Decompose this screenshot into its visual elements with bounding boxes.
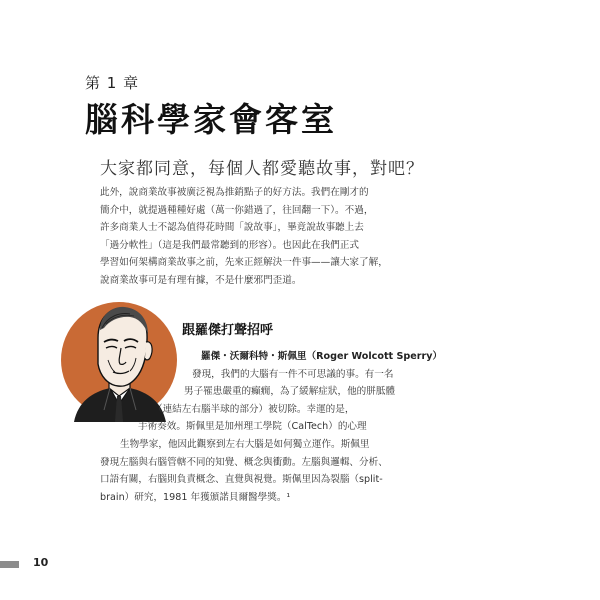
bio-name-line: 羅傑・沃爾科特・斯佩里（Roger Wolcott Sperry） — [201, 351, 443, 362]
sidebar-heading: 跟羅傑打聲招呼 — [182, 323, 274, 338]
bio-line-1: 發現，我們的大腦有一件不可思議的事。有一名 — [192, 368, 394, 380]
intro-line-3: 許多商業人士不認為值得花時間「說故事」，畢竟說故事聽上去 — [100, 222, 364, 233]
page-number: 10 — [33, 556, 49, 569]
bio-line-6: 發現左腦與右腦管轄不同的知覺、概念與衝動。左腦與邏輯、分析、 — [100, 456, 388, 468]
bio-line-5: 生物學家，他因此觀察到左右大腦是如何獨立運作。斯佩里 — [120, 439, 370, 450]
bio-line-7: 口語有關，右腦則負責概念、直覺與視覺。斯佩里因為裂腦（split- — [100, 474, 383, 486]
intro-line-6: 說商業故事可是有理有據，不是什麼邪門歪道。 — [100, 274, 302, 286]
portrait-ear — [145, 342, 152, 360]
page-bar — [0, 561, 19, 568]
intro-line-4: 「過分軟性」（這是我們最常聽到的形容）。也因此在我們正式 — [100, 239, 360, 251]
bio-line-2: 男子罹患嚴重的癲癇，為了緩解症狀，他的胼胝體 — [184, 386, 396, 398]
intro-line-1: 此外，說商業故事被廣泛視為推銷點子的好方法。我們在剛才的 — [100, 187, 369, 198]
bio-line-4: 手術奏效。斯佩里是加州理工學院（CalTech）的心理 — [138, 421, 367, 433]
intro-line-5: 學習如何架構商業故事之前，先來正經解決一件事——讓大家了解， — [100, 257, 388, 268]
intro-paragraph — [100, 184, 430, 289]
chapter-label: 第 1 章 — [85, 74, 140, 92]
section-heading: 大家都同意，每個人都愛聽故事，對吧？ — [100, 159, 424, 179]
intro-line-2: 簡介中，就提過種種好處（萬一你錯過了，往回翻一下）。不過， — [100, 204, 374, 216]
bio-line-3: （連結左右腦半球的部分）被切除。幸運的是， — [153, 403, 355, 415]
chapter-title: 腦科學家會客室 — [85, 100, 337, 139]
bio-line-8: brain）研究，1981 年獲頒諾貝爾醫學獎。¹ — [100, 491, 291, 503]
